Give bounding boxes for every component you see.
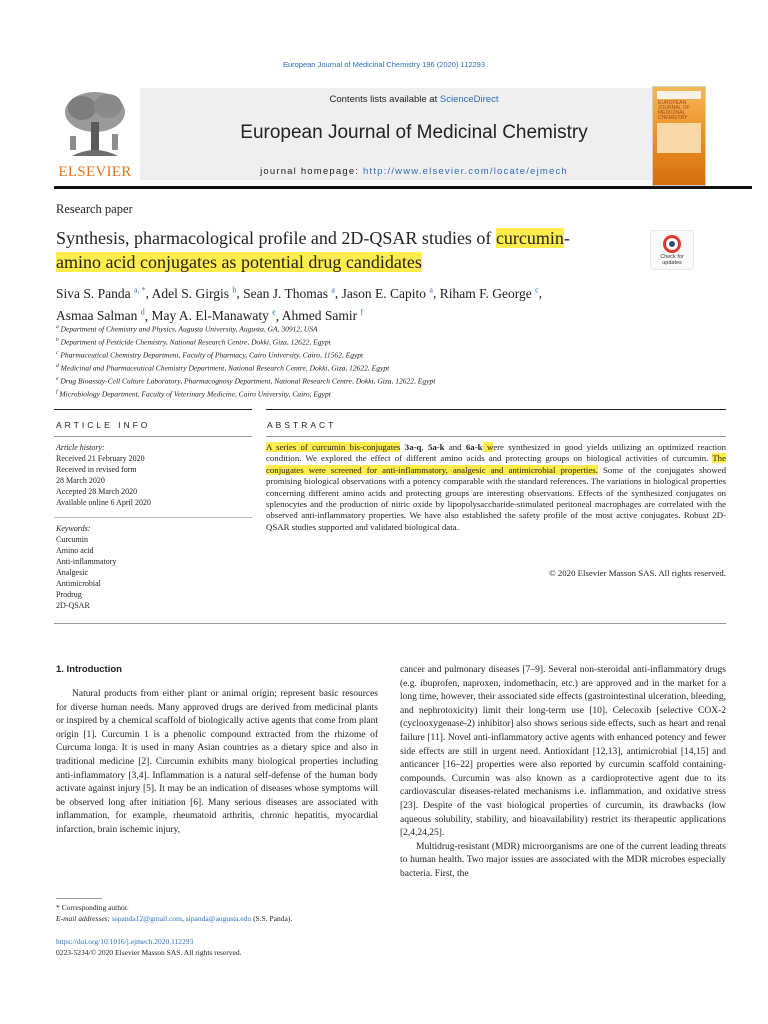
affiliation: $^e$ Drug Bioassay-Cell Culture Laboratory, Pharmacognosy Department, National Research Centre, Dokki, Giza, 12622, Egypt	[56, 376, 436, 386]
journal-citation[interactable]: European Journal of Medicinal Chemistry 196 (2020) 112293	[282, 60, 486, 69]
journal-title[interactable]: European Journal of Medicinal Chemistry	[240, 122, 588, 143]
author-list: Siva S. Panda $^{a, *}$, Adel S. Girgis $^b$, Sean J. Thomas $^a$, Jason E. Capito $^a$, Riham F. George $^c$, Asmaa Salman $^d$, May A. El-Manawaty $^e$, Ahmed Samir $^f$	[56, 285, 543, 323]
cover-image	[657, 123, 701, 153]
contents-prefix: Contents lists available at	[329, 94, 440, 105]
section-heading: 1. Introduction	[56, 664, 122, 675]
email-link[interactable]: sipanda@augusta.edu	[185, 913, 252, 923]
elsevier-tree-icon	[62, 88, 128, 160]
keyword[interactable]: Prodrug	[56, 590, 82, 599]
abstract-top-rule	[266, 409, 726, 410]
abstract-highlight: The conjugates were screened for anti-inflammatory, analgesic and antimicrobial properties.	[266, 453, 726, 475]
footnote	[56, 903, 378, 924]
masthead	[54, 86, 754, 186]
cover-title: EUROPEAN JOURNAL OF MEDICINAL CHEMISTRY	[658, 100, 690, 121]
footnote-rule	[56, 898, 102, 899]
author[interactable]: Ahmed Samir $^f$	[281, 307, 364, 323]
cover-header	[657, 91, 701, 99]
issn-line: 0223-5234/© 2020 Elsevier Masson SAS. All rights reserved.	[56, 947, 242, 957]
article-type: Research paper	[56, 202, 133, 216]
keyword[interactable]: Analgesic	[56, 568, 88, 577]
affiliation: $^c$ Pharmaceutical Chemistry Department, Faculty of Pharmacy, Cairo University, Cairo, 11562, Egypt	[56, 350, 364, 360]
author[interactable]: Sean J. Thomas $^a$	[243, 285, 335, 301]
doi-link[interactable]: https://doi.org/10.1016/j.ejmech.2020.112293	[56, 937, 194, 946]
keywords-divider	[54, 517, 252, 518]
abstract-highlight: A series of curcumin bis-conjugates	[266, 442, 401, 452]
homepage-label: journal homepage:	[260, 166, 363, 177]
article-history	[56, 442, 252, 508]
keyword[interactable]: Curcumin	[56, 535, 88, 544]
journal-cover-thumbnail[interactable]	[652, 86, 706, 186]
front-matter-bottom-rule	[54, 623, 726, 624]
email-link[interactable]: sspanda12@gmail.com	[111, 913, 182, 923]
sciencedirect-link[interactable]: ScienceDirect	[439, 94, 499, 105]
article-info-heading: ARTICLE INFO	[56, 420, 151, 430]
history-item: Received in revised form	[56, 465, 137, 474]
keywords	[56, 523, 252, 611]
email-line: E-mail addresses: sspanda12@gmail.com, sipanda@augusta.edu (S.S. Panda).	[56, 913, 293, 923]
affiliation: $^f$ Microbiology Department, Faculty of Veterinary Medicine, Cairo University, Cairo, Egypt	[56, 389, 331, 399]
abstract-divider	[266, 436, 726, 437]
article-info-top-rule	[54, 409, 252, 410]
masthead-rule	[54, 186, 752, 189]
history-item: Accepted 28 March 2020	[56, 487, 138, 496]
journal-homepage-line	[140, 166, 688, 177]
crossmark-icon	[663, 235, 681, 253]
title-dash: -	[563, 228, 570, 248]
keyword[interactable]: 2D-QSAR	[56, 601, 90, 610]
history-item: Received 21 February 2020	[56, 454, 145, 463]
title-text: Synthesis, pharmacological profile and 2D-QSAR studies of	[56, 228, 496, 248]
body-column-right	[400, 664, 726, 882]
author[interactable]: Asmaa Salman $^d$	[56, 307, 145, 323]
title-highlight-1: curcumin	[495, 228, 564, 248]
corresponding-author-note: * Corresponding author.	[56, 903, 129, 912]
doi-block	[56, 937, 241, 958]
affiliation: $^d$ Medicinal and Pharmaceutical Chemistry Department, National Research Centre, Dokki, Giza, 12622, Egypt	[56, 363, 390, 373]
abstract-copyright: © 2020 Elsevier Masson SAS. All rights reserved.	[549, 568, 726, 578]
keyword[interactable]: Anti-inflammatory	[56, 557, 117, 566]
homepage-link[interactable]: http://www.elsevier.com/locate/ejmech	[363, 166, 568, 177]
contents-line	[140, 94, 688, 105]
paragraph: cancer and pulmonary diseases [7–9]. Several non-steroidal anti-inflammatory drugs (e.g. ibuprofen, naproxen, indomethacin, etc.) are approved and in the market for a long time, however, their associated side effects (gastrointestinal ulceration, bleeding, and nephrotoxicity) limit their long-term use [10]. Celecoxib [selective COX-2 (cyclooxygenase-2) inhibitor] also shows serious side effects, such as heart and renal failure [11]. Novel anti-inflammatory active agents with enhanced potency and fewer side effects are still in urgent need. Antioxidant [12,13], antimicrobial [14,15] and anticancer [16–22] properties were also reported by curcumin scaffold containing-compounds. Curcumin was also known as a cardioprotective agent due to its cardiovascular diseases-related mechanisms i.e. inflammation, and oxidative stress [23]. Despite of the vast biological properties of curcumin, its drawbacks (low aqueous solubility, stability, and bioavailability) restrict its therapeutic applications [2,4,24,25].	[400, 665, 726, 839]
author[interactable]: Siva S. Panda $^{a, *}$	[56, 285, 146, 301]
journal-title-band	[140, 88, 688, 180]
history-item: Available online 6 April 2020	[56, 498, 151, 507]
affiliation: $^a$ Department of Chemistry and Physics, Augusta University, Augusta, GA, 30912, USA	[56, 324, 318, 334]
author[interactable]: Jason E. Capito $^a$	[341, 285, 433, 301]
keyword[interactable]: Amino acid	[56, 546, 94, 555]
author[interactable]: Riham F. George $^c$	[439, 285, 539, 301]
elsevier-logo[interactable]	[54, 86, 136, 184]
article-title	[56, 226, 636, 274]
abstract-heading: ABSTRACT	[267, 420, 337, 430]
abstract-text: A series of curcumin bis-conjugates 3a-q, 5a-k and 6a-k were synthesized in good yields utilizing an optimized reaction condition. We explored the effect of different amino acids and protecting groups on biological activities of curcumin. The conjugates were screened for anti-inflammatory, analgesic and antimicrobial properties. Some of the conjugates showed promising biological observations with a potency comparable with the standard references. The variations in biological properties concerning different amino acids and protecting groups are interesting observations. Effects of the synthesized conjugates on splenocytes and the production of nitric oxide by lipopolysaccharide-stimulated peritoneal macrophages are correlated with the observed anti-inflammatory properties. We have also established the safety profile of the most active conjugates. Robust 2D-QSAR studies supported and validated biological data.	[266, 442, 726, 532]
history-label: Article history:	[56, 443, 105, 452]
elsevier-wordmark: ELSEVIER	[58, 164, 132, 180]
history-item: 28 March 2020	[56, 476, 105, 485]
paragraph: Natural products from either plant or animal origin; represent basic resources for diverse human needs. Many approved drugs are derived from medicinal plants or inspired by a chemical scaffold of biologically active agents that come from plant origin [1]. Curcumin 1 is a phenolic compound extracted from the rhizome of Curcuma longa. It is used in many Asian countries as a dietary spice and also in traditional medicine [2]. Curcumin exhibits many biological properties including anti-inflammatory [3,4]. Inflammation is a natural self-defense of the human body activate against injury [5]. It may be an indication of diseases whose symptoms will be observed long after initiation [6]. Many serious diseases are associated with inflammation, for example, rheumatoid arthritis, chronic hepatitis, myocardial infarction, brain ischemic injury,	[56, 689, 378, 835]
title-highlight-2: amino acid conjugates as potential drug candidates	[56, 252, 422, 272]
check-for-updates-label: Check for updates	[660, 254, 684, 266]
keywords-label: Keywords:	[56, 524, 91, 533]
affiliations	[56, 322, 656, 400]
body-column-left	[56, 688, 378, 838]
author[interactable]: May A. El-Manawaty $^e$	[151, 307, 276, 323]
keyword[interactable]: Antimicrobial	[56, 579, 101, 588]
article-info-divider	[54, 436, 252, 437]
paragraph: Multidrug-resistant (MDR) microorganisms are one of the current leading threats to human health. Two major issues are associated with the MDR microbes especially bacteria. First, the	[400, 841, 726, 879]
author[interactable]: Adel S. Girgis $^b$	[151, 285, 237, 301]
affiliation: $^b$ Department of Pesticide Chemistry, National Research Centre, Dokki, Giza, 12622, Egypt	[56, 337, 331, 347]
check-for-updates-button[interactable]	[650, 230, 694, 270]
